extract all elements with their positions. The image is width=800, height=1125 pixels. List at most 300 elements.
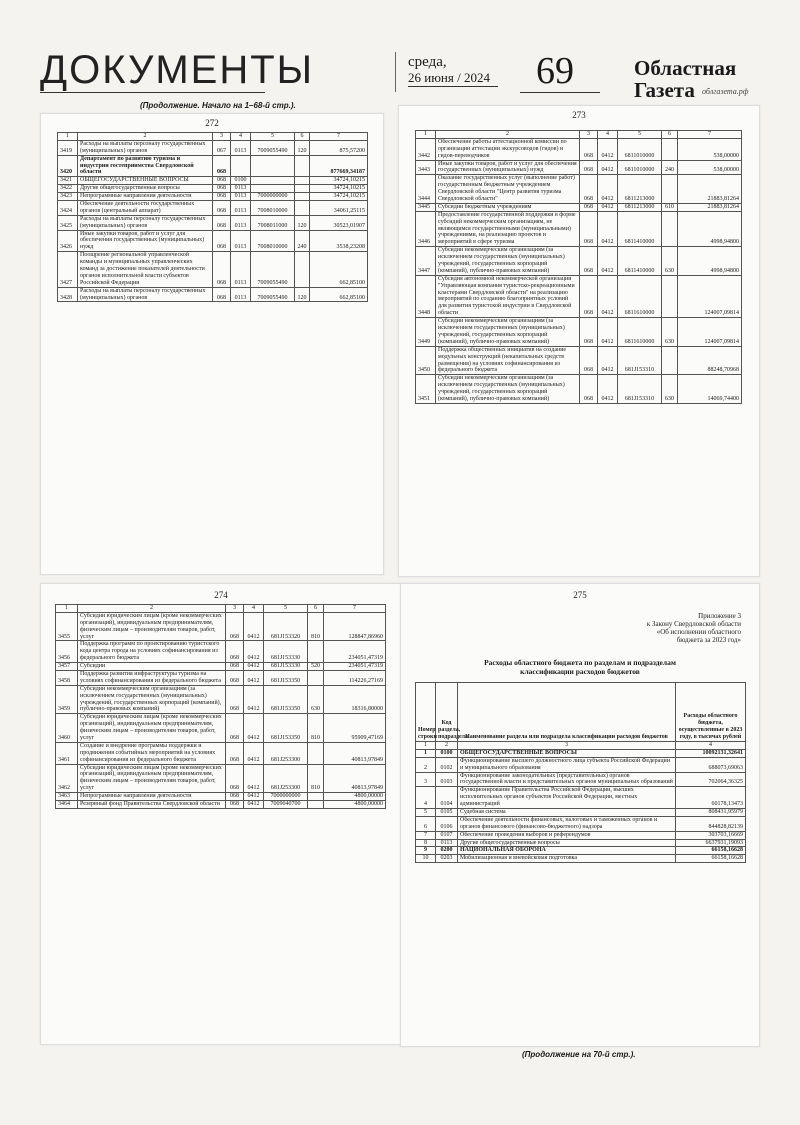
column-header: Расходы областного бюджета, осуществленные в 2023 году, в тысячах рублей — [676, 683, 746, 742]
row-expense-type — [308, 742, 324, 764]
row-target-code: 6811213000 — [618, 203, 662, 211]
table-row — [416, 839, 746, 847]
row-value: 21883,81264 — [678, 175, 742, 204]
table-row — [416, 847, 746, 855]
row-section-code: 0113 — [231, 230, 251, 252]
row-name: Обеспечение проведения выборов и референдумов — [458, 831, 676, 839]
table-row — [416, 855, 746, 863]
row-ministry-code: 068 — [213, 155, 231, 177]
row-ministry-code: 068 — [580, 346, 598, 375]
row-section-code: 0113 — [231, 252, 251, 287]
row-number: 7 — [416, 831, 436, 839]
row-target-code: 6811010000 — [618, 138, 662, 160]
table-row — [58, 140, 368, 155]
row-number: 3463 — [56, 793, 78, 801]
column-header: 4 — [244, 605, 264, 613]
row-value: 662,85100 — [310, 252, 368, 287]
row-name: Иные закупки товаров, работ и услуг для обеспечения государственных (муниципальных) нужд — [436, 160, 580, 175]
column-header: 1 — [416, 131, 436, 139]
column-index: 1 — [416, 742, 436, 750]
row-ministry-code: 068 — [226, 685, 244, 714]
row-section-code: 0412 — [244, 764, 264, 793]
row-name: Непрограммные направления деятельности — [78, 793, 226, 801]
row-ministry-code: 068 — [213, 201, 231, 216]
table-row — [56, 685, 386, 714]
row-section-code: 0412 — [244, 641, 264, 663]
row-name: Субсидии юридическим лицам (кроме некоммерческих организаций), индивидуальным предпринимателям, физическим лицам – производителям товаров, работ, услуг — [78, 612, 226, 641]
row-name: Другие общегосударственные вопросы — [78, 185, 213, 193]
column-header: 4 — [598, 131, 618, 139]
page-273-header — [416, 131, 742, 139]
row-number: 4 — [416, 787, 436, 809]
row-ministry-code: 068 — [226, 612, 244, 641]
table-row — [58, 230, 368, 252]
column-header: Код раздела, подраздела — [436, 683, 458, 742]
row-value: 538,00000 — [678, 160, 742, 175]
row-section-code: 0412 — [598, 247, 618, 276]
row-name: Функционирование законодательных (представительных) органов государственной власти и представительных органов муниципальных образований — [458, 772, 676, 787]
table-row — [56, 663, 386, 671]
row-value: 844828,82139 — [676, 816, 746, 831]
appendix-line: «Об исполнении областного — [656, 628, 741, 636]
table-row — [416, 138, 742, 160]
row-number: 3456 — [56, 641, 78, 663]
row-name: Иные закупки товаров, работ и услуг для обеспечения государственных (муниципальных) нужд — [78, 230, 213, 252]
column-header: 6 — [662, 131, 678, 139]
row-expense-type: 810 — [308, 612, 324, 641]
row-ministry-code: 068 — [213, 287, 231, 302]
row-ministry-code: 068 — [580, 247, 598, 276]
column-header: 4 — [231, 133, 251, 141]
row-value: 4800,00000 — [324, 801, 386, 809]
row-section-code: 0412 — [244, 671, 264, 686]
row-section-code: 0412 — [598, 203, 618, 211]
masthead — [0, 0, 800, 100]
site-url: облгазета.рф — [702, 87, 749, 96]
row-name: ОБЩЕГОСУДАРСТВЕННЫЕ ВОПРОСЫ — [458, 749, 676, 757]
page-272-body — [58, 140, 368, 302]
table-row — [56, 742, 386, 764]
column-index: 3 — [458, 742, 676, 750]
row-name: Непрограммные направления деятельности — [78, 193, 213, 201]
row-number: 3420 — [58, 155, 78, 177]
row-target-code: 681J153320 — [264, 612, 308, 641]
column-index: 4 — [676, 742, 746, 750]
page-272-panel — [40, 113, 384, 575]
row-expense-type: 630 — [308, 685, 324, 714]
row-value: 34724,10215 — [310, 185, 368, 193]
row-name: Другие общегосударственные вопросы — [458, 839, 676, 847]
row-target-code: 7008011000 — [251, 215, 295, 230]
row-section-code: 0412 — [244, 663, 264, 671]
row-name: Поддержка общественных инициатив на создание модульных конструкций (некапитальных средств размещения) на условиях софинансирования из федерального бюджета — [436, 346, 580, 375]
row-value: 662,85100 — [310, 287, 368, 302]
row-number: 1 — [416, 749, 436, 757]
row-value: 30523,01907 — [310, 215, 368, 230]
row-value: 234051,47319 — [324, 641, 386, 663]
row-value: 124007,09814 — [678, 275, 742, 317]
row-code: 0104 — [436, 787, 458, 809]
row-number: 5 — [416, 809, 436, 817]
title-underline — [40, 92, 265, 93]
row-number: 6 — [416, 816, 436, 831]
row-target-code: 681J153330 — [264, 663, 308, 671]
row-value: 124007,09814 — [678, 318, 742, 347]
row-number: 3428 — [58, 287, 78, 302]
column-header: 5 — [618, 131, 662, 139]
page-274-body — [56, 612, 386, 808]
row-expense-type: 240 — [295, 230, 310, 252]
row-ministry-code: 068 — [213, 193, 231, 201]
row-expense-type: 520 — [308, 663, 324, 671]
row-code: 0103 — [436, 772, 458, 787]
row-ministry-code: 068 — [226, 671, 244, 686]
table-row — [56, 671, 386, 686]
page-number: 69 — [536, 50, 574, 92]
table-row — [416, 247, 742, 276]
row-number: 3449 — [416, 318, 436, 347]
row-name: Субсидии бюджетным учреждениям — [436, 203, 580, 211]
row-number: 3425 — [58, 215, 78, 230]
row-ministry-code: 068 — [226, 714, 244, 743]
row-number: 3444 — [416, 175, 436, 204]
row-expense-type — [295, 201, 310, 216]
row-section-code: 0113 — [231, 215, 251, 230]
row-name: Субсидии некоммерческим организациям (за исключением государственных (муниципальных) учреждений, государственных корпораций (компаний), публично-правовых компаний) — [436, 318, 580, 347]
row-ministry-code: 068 — [213, 177, 231, 185]
row-number: 3445 — [416, 203, 436, 211]
row-name: Департамент по развитию туризма и индустрии гостеприимства Свердловской области — [78, 155, 213, 177]
row-target-code: 6811610000 — [618, 275, 662, 317]
row-ministry-code: 068 — [213, 185, 231, 193]
row-expense-type: 120 — [295, 287, 310, 302]
column-header: 7 — [678, 131, 742, 139]
table-row — [56, 714, 386, 743]
table-row — [416, 211, 742, 246]
row-value: 40813,97849 — [324, 742, 386, 764]
row-target-code: 681J153330 — [264, 641, 308, 663]
row-code: 0107 — [436, 831, 458, 839]
column-header: 7 — [324, 605, 386, 613]
row-name: Обеспечение деятельности финансовых, налоговых и таможенных органов и органов финансового (финансово-бюджетного) надзора — [458, 816, 676, 831]
row-name: Поощрение региональной управленческой команды и муниципальных управленческих команд за достижение показателей деятельности органов исполнительной власти субъектов Российской Федерации — [78, 252, 213, 287]
table-row — [58, 287, 368, 302]
row-ministry-code: 068 — [226, 663, 244, 671]
row-target-code: 7000000000 — [264, 793, 308, 801]
table-row — [416, 318, 742, 347]
column-header: 3 — [226, 605, 244, 613]
table-row — [416, 160, 742, 175]
row-ministry-code: 068 — [580, 160, 598, 175]
row-target-code: 7000000000 — [251, 193, 295, 201]
row-number: 3443 — [416, 160, 436, 175]
row-expense-type: 120 — [295, 215, 310, 230]
row-number: 3464 — [56, 801, 78, 809]
section-title: ДОКУМЕНТЫ — [40, 48, 315, 92]
row-section-code: 0412 — [598, 211, 618, 246]
row-value: 66158,16628 — [676, 847, 746, 855]
row-value: 877669,34187 — [310, 155, 368, 177]
row-target-code: 6811410000 — [618, 247, 662, 276]
row-section-code: 0412 — [598, 318, 618, 347]
row-expense-type — [308, 671, 324, 686]
row-expense-type — [295, 177, 310, 185]
row-target-code: 681J153310 — [618, 346, 662, 375]
row-ministry-code: 068 — [226, 801, 244, 809]
column-header: 2 — [78, 133, 213, 141]
row-name: Мобилизационная и вневойсковая подготовка — [458, 855, 676, 863]
row-expense-type — [662, 138, 678, 160]
table-row — [58, 193, 368, 201]
row-code: 0200 — [436, 847, 458, 855]
row-section-code: 0412 — [244, 685, 264, 714]
row-name: Обеспечение работы аттестационной комиссии по организации аттестации экскурсоводов (гидов) и гидов-переводчиков — [436, 138, 580, 160]
row-value: 34061,25115 — [310, 201, 368, 216]
page-275-number: 275 — [573, 590, 587, 600]
row-section-code: 0412 — [598, 346, 618, 375]
row-target-code: 6811610000 — [618, 318, 662, 347]
table-row — [416, 831, 746, 839]
row-expense-type: 630 — [662, 247, 678, 276]
issue-weekday: среда, — [408, 54, 447, 70]
row-number: 3419 — [58, 140, 78, 155]
row-number: 3423 — [58, 193, 78, 201]
row-section-code — [231, 155, 251, 177]
table-row — [56, 612, 386, 641]
table-row — [416, 346, 742, 375]
row-section-code: 0412 — [598, 175, 618, 204]
row-target-code: 7009055490 — [251, 287, 295, 302]
row-expense-type — [662, 346, 678, 375]
row-value: 4998,94800 — [678, 211, 742, 246]
column-header: 6 — [308, 605, 324, 613]
row-ministry-code: 068 — [226, 764, 244, 793]
row-value: 34724,10215 — [310, 177, 368, 185]
date-underline — [408, 86, 498, 87]
row-ministry-code: 068 — [580, 211, 598, 246]
row-ministry-code: 068 — [580, 138, 598, 160]
row-number: 3459 — [56, 685, 78, 714]
row-name: Расходы на выплаты персоналу государственных (муниципальных) органов — [78, 140, 213, 155]
row-name: Субсидии юридическим лицам (кроме некоммерческих организаций), индивидуальным предпринимателям, физическим лицам – производителям товаров, работ, услуг — [78, 714, 226, 743]
row-section-code: 0412 — [598, 138, 618, 160]
page-272-header — [58, 133, 368, 141]
row-target-code: 681J153310 — [618, 375, 662, 404]
row-number: 3447 — [416, 247, 436, 276]
table-row — [56, 764, 386, 793]
row-section-code: 0113 — [231, 140, 251, 155]
table-row — [416, 175, 742, 204]
row-expense-type: 120 — [295, 140, 310, 155]
column-header: 3 — [580, 131, 598, 139]
table-row — [416, 375, 742, 404]
row-target-code: 681J153350 — [264, 685, 308, 714]
row-name: Предоставление государственной поддержки в форме субсидий некоммерческим организациям, не являющимся государственными (муниципальными) учреждениями, на реализацию проектов и мероприятий в сфере туризма — [436, 211, 580, 246]
page-272-number: 272 — [205, 118, 219, 128]
table-row — [416, 757, 746, 772]
row-section-code: 0412 — [598, 275, 618, 317]
table-row — [416, 275, 742, 317]
row-expense-type: 630 — [662, 318, 678, 347]
row-name: Расходы на выплаты персоналу государственных (муниципальных) органов — [78, 287, 213, 302]
brand-name-line2: Газета — [634, 78, 695, 102]
row-name: Функционирование высшего должностного лица субъекта Российской Федерации и муниципального образования — [458, 757, 676, 772]
brand-name-line1: Областная — [634, 56, 737, 80]
row-value: 3538,23208 — [310, 230, 368, 252]
row-expense-type: 240 — [662, 160, 678, 175]
row-ministry-code: 068 — [580, 175, 598, 204]
row-number: 3427 — [58, 252, 78, 287]
row-name: Поддержка развития инфраструктуры туризма на условиях софинансирования из федерального бюджета — [78, 671, 226, 686]
row-expense-type — [308, 801, 324, 809]
column-header: 2 — [78, 605, 226, 613]
row-value: 40813,97849 — [324, 764, 386, 793]
page-274-panel — [40, 583, 402, 1045]
page-274-header — [56, 605, 386, 613]
row-ministry-code: 068 — [226, 742, 244, 764]
row-value: 34724,10215 — [310, 193, 368, 201]
row-expense-type: 630 — [662, 375, 678, 404]
row-section-code: 0412 — [244, 801, 264, 809]
row-section-code: 0412 — [244, 612, 264, 641]
table-row — [56, 793, 386, 801]
row-number: 2 — [416, 757, 436, 772]
row-section-code: 0113 — [231, 193, 251, 201]
row-value: 60178,13473 — [676, 787, 746, 809]
row-number: 3460 — [56, 714, 78, 743]
table-row — [416, 809, 746, 817]
row-code: 0100 — [436, 749, 458, 757]
row-value: 114226,27169 — [324, 671, 386, 686]
row-number: 3458 — [56, 671, 78, 686]
table-row — [58, 252, 368, 287]
row-target-code — [251, 185, 295, 193]
row-value: 14069,74400 — [678, 375, 742, 404]
row-ministry-code: 068 — [580, 318, 598, 347]
row-expense-type: 810 — [308, 714, 324, 743]
row-value: 4800,00000 — [324, 793, 386, 801]
column-header: 1 — [56, 605, 78, 613]
row-code: 0203 — [436, 855, 458, 863]
row-expense-type: 610 — [662, 203, 678, 211]
row-value: 6637931,19093 — [676, 839, 746, 847]
row-number: 9 — [416, 847, 436, 855]
row-section-code: 0113 — [231, 201, 251, 216]
continuation-top: (Продолжение. Начало на 1–68-й стр.). — [140, 101, 296, 110]
row-number: 3422 — [58, 185, 78, 193]
row-number: 3448 — [416, 275, 436, 317]
page-274-table — [55, 604, 386, 809]
column-header: 3 — [213, 133, 231, 141]
row-name: Оказание государственных услуг (выполнение работ) государственным бюджетным учреждением Свердловской области "Центр развития туризма Свердловской области" — [436, 175, 580, 204]
row-target-code: 6811213000 — [618, 175, 662, 204]
page-274-number: 274 — [214, 590, 228, 600]
row-expense-type — [662, 275, 678, 317]
row-target-code: 681J153350 — [264, 714, 308, 743]
row-number: 3461 — [56, 742, 78, 764]
row-expense-type: 810 — [308, 764, 324, 793]
row-value: 95909,47169 — [324, 714, 386, 743]
row-section-code: 0113 — [231, 185, 251, 193]
row-target-code: 681J153350 — [264, 671, 308, 686]
table-row — [58, 185, 368, 193]
row-ministry-code: 068 — [213, 230, 231, 252]
row-expense-type — [662, 175, 678, 204]
row-expense-type — [295, 193, 310, 201]
row-target-code — [251, 155, 295, 177]
row-ministry-code: 068 — [226, 793, 244, 801]
page-275-table — [415, 682, 746, 863]
table-row — [416, 203, 742, 211]
row-name: ОБЩЕГОСУДАРСТВЕННЫЕ ВОПРОСЫ — [78, 177, 213, 185]
row-value: 10092131,32641 — [676, 749, 746, 757]
row-name: Функционирование Правительства Российской Федерации, высших исполнительных органов субъектов Российской Федерации, местных администраций — [458, 787, 676, 809]
row-number: 10 — [416, 855, 436, 863]
row-value: 88248,70968 — [678, 346, 742, 375]
table-row — [58, 177, 368, 185]
row-ministry-code: 068 — [580, 203, 598, 211]
table-row — [416, 772, 746, 787]
row-name: Поддержка программ по проектированию туристского кода центра города на условиях софинансирования из федерального бюджета — [78, 641, 226, 663]
row-expense-type — [662, 211, 678, 246]
table-row — [56, 801, 386, 809]
column-header: 6 — [295, 133, 310, 141]
row-code: 0113 — [436, 839, 458, 847]
row-number: 3442 — [416, 138, 436, 160]
row-value: 538,00000 — [678, 138, 742, 160]
masthead-divider — [395, 52, 396, 92]
page-275-header — [416, 683, 746, 750]
row-value: 702064,36325 — [676, 772, 746, 787]
row-code: 0102 — [436, 757, 458, 772]
row-name: Субсидии юридическим лицам (кроме некоммерческих организаций), индивидуальным предпринимателям, физическим лицам – производителям товаров, работ, услуг — [78, 764, 226, 793]
row-name: Субсидии некоммерческим организациям (за исключением государственных (муниципальных) учреждений, государственных корпораций (компаний), публично-правовых компаний) — [78, 685, 226, 714]
row-section-code: 0412 — [244, 742, 264, 764]
row-target-code: 7008010000 — [251, 230, 295, 252]
row-section-code: 0412 — [598, 160, 618, 175]
row-section-code: 0412 — [244, 714, 264, 743]
row-target-code: 681J253300 — [264, 764, 308, 793]
row-value: 18316,80000 — [324, 685, 386, 714]
continuation-bottom: (Продолжение на 70-й стр.). — [522, 1050, 636, 1059]
row-value: 688073,69063 — [676, 757, 746, 772]
table-title-line: Расходы областного бюджета по разделам и подразделам — [484, 658, 676, 667]
row-target-code: 7009055490 — [251, 252, 295, 287]
table-title-line: классификации расходов бюджетов — [520, 667, 640, 676]
row-ministry-code: 068 — [226, 641, 244, 663]
column-header: Наименование раздела или подраздела классификации расходов бюджетов — [458, 683, 676, 742]
page-275-panel — [400, 583, 760, 1047]
column-header: 5 — [251, 133, 295, 141]
table-row — [58, 155, 368, 177]
row-name: НАЦИОНАЛЬНАЯ ОБОРОНА — [458, 847, 676, 855]
column-header: 5 — [264, 605, 308, 613]
row-target-code: 7009055490 — [251, 140, 295, 155]
column-header: Номер строки — [416, 683, 436, 742]
page-273-panel — [398, 105, 760, 577]
row-number: 3446 — [416, 211, 436, 246]
row-target-code: 6811410000 — [618, 211, 662, 246]
issue-date: 26 июня / 2024 — [408, 70, 490, 85]
row-target-code — [251, 177, 295, 185]
row-value: 66158,16628 — [676, 855, 746, 863]
row-name: Субсидии некоммерческим организациям (за исключением государственных (муниципальных) учреждений, государственных корпораций (компаний), публично-правовых компаний) — [436, 247, 580, 276]
table-row — [56, 641, 386, 663]
row-section-code: 0113 — [231, 287, 251, 302]
row-number: 3421 — [58, 177, 78, 185]
row-expense-type — [295, 252, 310, 287]
row-name: Расходы на выплаты персоналу государственных (муниципальных) органов — [78, 215, 213, 230]
